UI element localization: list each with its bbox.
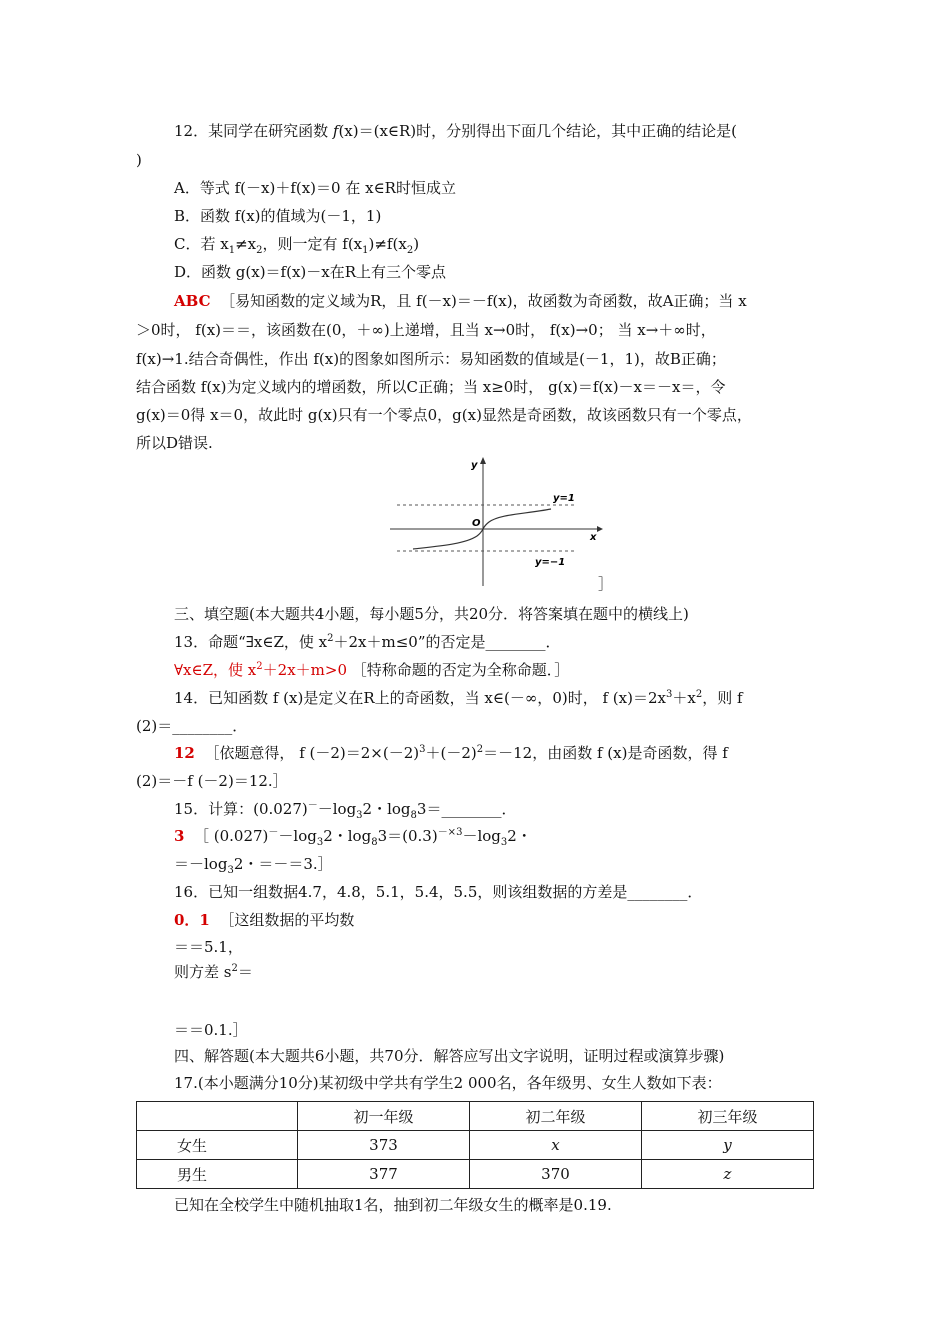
q13-answer-line: ∀x∈Z，使 $x^2+2x+m>0$ ［特称命题的否定为全称命题．］ bbox=[174, 661, 570, 679]
table-header-cell: 初一年级 bbox=[298, 1102, 470, 1131]
table-header-cell bbox=[137, 1102, 298, 1131]
q16-explanation-line2: ＝＝5.1， bbox=[174, 938, 243, 956]
table-cell: 373 bbox=[298, 1131, 470, 1160]
q16-explanation-line4: ＝＝0.1.］ bbox=[174, 1021, 248, 1039]
lower-asymptote-label: y=−1 bbox=[535, 557, 566, 568]
q12-answer: ABC bbox=[174, 292, 211, 310]
q12-explanation-line6: 所以D错误. bbox=[136, 434, 213, 452]
table-cell: z bbox=[642, 1160, 814, 1189]
q15-explanation-line2: $=-\log_32$・＝－＝3.］ bbox=[174, 855, 333, 876]
q12-explanation-line5: g(x)＝0得 x＝0，故此时 g(x)只有一个零点0，g(x)显然是奇函数，故该函数只有一个零点， bbox=[136, 406, 752, 424]
table-cell: 370 bbox=[470, 1160, 642, 1189]
q16-explanation-line3: 则方差 $s^2=$ bbox=[174, 963, 253, 981]
q12-explanation-line4: 结合函数 f(x)为定义域内的增函数，所以C正确；当 x≥0时， g(x)＝f(x)－x＝－x＝，令 bbox=[136, 378, 726, 396]
y-axis-label: y bbox=[471, 460, 478, 471]
q12-stem-close: ) bbox=[136, 151, 142, 169]
table-cell: 女生 bbox=[137, 1131, 298, 1160]
q12-explanation-line2: ＞0时， f(x)＝＝，该函数在(0，＋∞)上递增，且当 x→0时， f(x)→0； 当 x→＋∞时， bbox=[136, 321, 716, 339]
q12-option-b: B．函数 f(x)的值域为(－1，1) bbox=[174, 207, 382, 225]
q17-stem: 17.(本小题满分10分)某初级中学共有学生2 000名，各年级男、女生人数如下表： bbox=[174, 1074, 722, 1092]
q17-note: 已知在全校学生中随机抽取1名，抽到初二年级女生的概率是0.19. bbox=[174, 1196, 612, 1214]
q14-explanation-line1: 12 ［依题意得， f $(-2)=2\times(-2)^3+(-2)^2=-12$，由函数 f (x)是奇函数，得 f bbox=[174, 744, 728, 762]
table-cell: y bbox=[642, 1131, 814, 1160]
q16-explanation-line1: 0．1 ［这组数据的平均数 bbox=[174, 911, 355, 929]
q12-option-c: C．若 $x_1\ne x_2$，则一定有 $f(x_1)\ne f(x_2)$ bbox=[174, 235, 420, 256]
x-axis-arrow bbox=[597, 526, 603, 532]
q12-explanation-line3: f(x)→1.结合奇偶性，作出 f(x)的图象如图所示：易知函数的值域是(－1，1)，故B正确； bbox=[136, 350, 726, 368]
q14-stem-line2: (2)＝________． bbox=[136, 717, 248, 735]
y-axis-arrow bbox=[480, 457, 486, 464]
q15-explanation-line1: 3 ［ $(0.027)^--\log_32$・$\log_83=(0.3)^{-\times 3}-\log_32$・ bbox=[174, 827, 532, 848]
q14-explanation-line2: (2)＝－f (－2)＝12.］ bbox=[136, 772, 288, 790]
upper-asymptote-label: y=1 bbox=[553, 493, 575, 504]
q15-stem: 15．计算：$(0.027)^--\log_32$・$\log_83=\_\_\_\_\_\_\_\_$． bbox=[174, 800, 517, 821]
q12-option-a: A．等式 f(－x)＋f(x)＝0 在 x∈R时恒成立 bbox=[174, 179, 456, 197]
q12-stem: 12．某同学在研究函数 f(x)＝(x∈R)时，分别得出下面几个结论，其中正确的结论是( bbox=[174, 122, 738, 140]
section3-heading: 三、填空题(本大题共4小题，每小题5分，共20分．将答案填在题中的横线上) bbox=[174, 605, 689, 623]
table-header-cell: 初三年级 bbox=[642, 1102, 814, 1131]
q13-answer: ∀x∈Z，使 $x^2+2x+m>0$ bbox=[174, 661, 347, 679]
table-row bbox=[137, 1160, 814, 1189]
table-header-cell: 初二年级 bbox=[470, 1102, 642, 1131]
q14-stem: 14．已知函数 f (x)是定义在R上的奇函数，当 x∈(－∞，0)时， f $(x)=2x^3+x^2$，则 f bbox=[174, 689, 743, 707]
table-cell: 男生 bbox=[137, 1160, 298, 1189]
function-graph bbox=[385, 452, 605, 592]
table-cell: 377 bbox=[298, 1160, 470, 1189]
q14-answer: 12 bbox=[174, 744, 195, 762]
q16-answer: 0．1 bbox=[174, 911, 210, 929]
table-header-row bbox=[137, 1102, 814, 1131]
table-row bbox=[137, 1131, 814, 1160]
q15-answer: 3 bbox=[174, 827, 185, 845]
table-cell: x bbox=[470, 1131, 642, 1160]
q12-close-bracket: ］ bbox=[598, 575, 614, 593]
grade-table bbox=[136, 1101, 814, 1189]
q13-stem: 13．命题“∃x∈Z，使 $x^2+2x+m\le 0$”的否定是________． bbox=[174, 633, 561, 651]
section4-heading: 四、解答题(本大题共6小题，共70分．解答应写出文字说明，证明过程或演算步骤) bbox=[174, 1047, 725, 1065]
x-axis-label: x bbox=[590, 532, 597, 543]
q12-explanation-line1: ABC ［易知函数的定义域为R，且 f(－x)＝－f(x)，故函数为奇函数，故A正确；当 x bbox=[174, 292, 747, 310]
origin-label: O bbox=[472, 518, 481, 529]
q16-stem: 16．已知一组数据4.7，4.8，5.1，5.4，5.5，则该组数据的方差是________． bbox=[174, 883, 703, 901]
q12-option-d: D．函数 g(x)＝f(x)－x在R上有三个零点 bbox=[174, 263, 447, 281]
